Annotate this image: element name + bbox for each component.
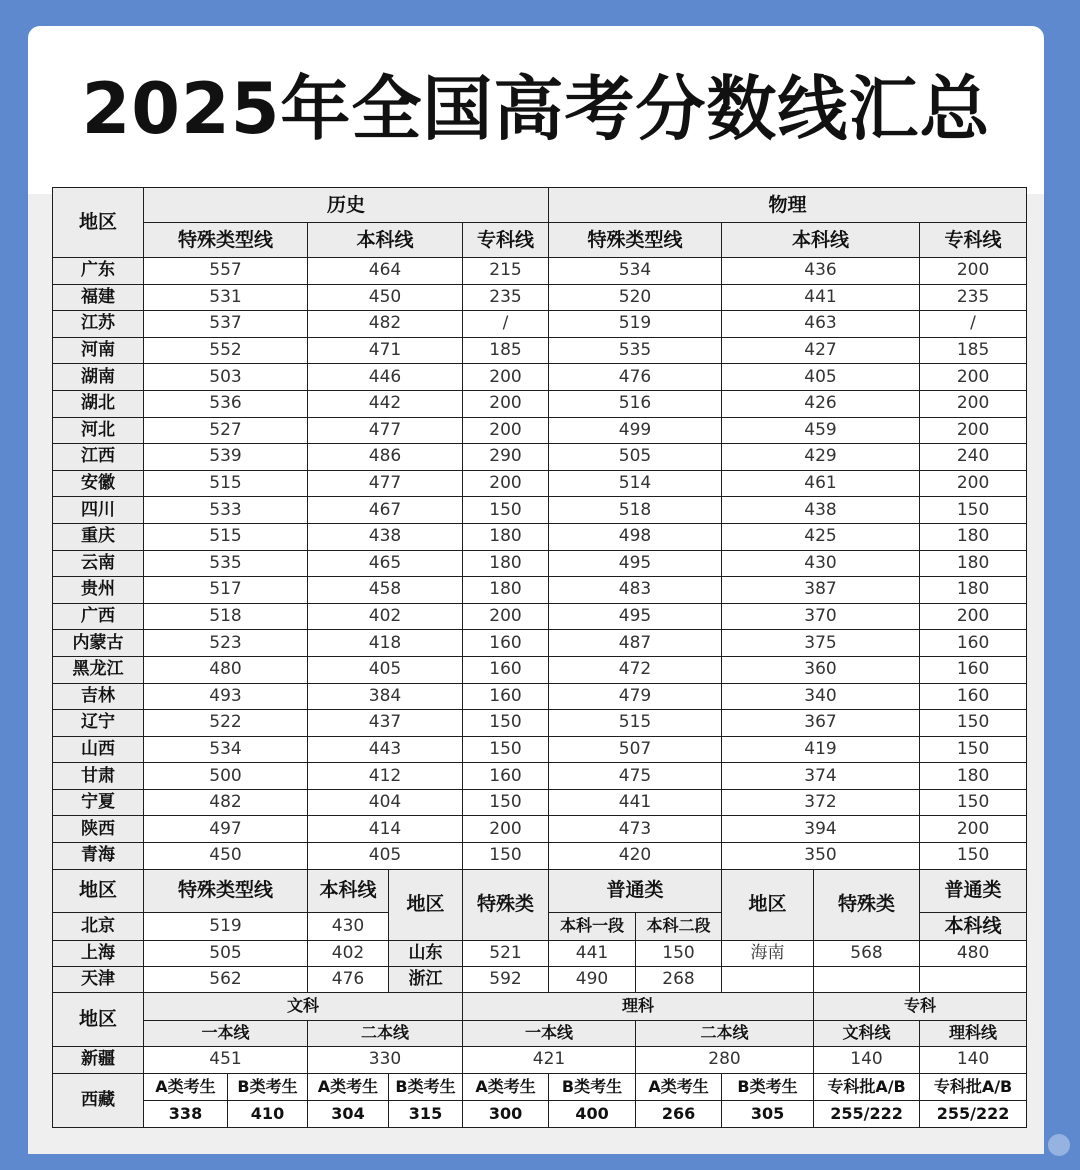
value-cell: 446 xyxy=(308,364,463,391)
region-row xyxy=(53,497,1027,524)
value-cell: 451 xyxy=(144,1046,308,1073)
value-cell: 464 xyxy=(308,258,463,285)
region-cell: 陕西 xyxy=(53,816,144,843)
region-row xyxy=(53,258,1027,285)
s3-header-row xyxy=(53,992,1027,1020)
value-cell: 180 xyxy=(920,523,1027,550)
region-cell: 天津 xyxy=(53,966,144,992)
value-cell: 465 xyxy=(308,550,463,577)
region-row xyxy=(53,789,1027,816)
value-cell: 180 xyxy=(463,523,549,550)
value-cell: 414 xyxy=(308,816,463,843)
value-cell: 200 xyxy=(463,603,549,630)
tibet-value-cell: 255/222 xyxy=(814,1100,920,1127)
value-cell: 516 xyxy=(549,390,722,417)
value-cell: 394 xyxy=(722,816,920,843)
science-header: 理科 xyxy=(463,992,814,1020)
region-cell: 北京 xyxy=(53,912,144,940)
region-cell: 云南 xyxy=(53,550,144,577)
s2-ordinary-header: 普通类 xyxy=(549,869,722,912)
value-cell: 235 xyxy=(463,284,549,311)
tibet-value-cell: 410 xyxy=(228,1100,308,1127)
value-cell: 479 xyxy=(549,683,722,710)
region-row xyxy=(53,763,1027,790)
region-row xyxy=(53,710,1027,737)
value-cell: 515 xyxy=(144,470,308,497)
value-cell: 482 xyxy=(308,311,463,338)
value-cell: 523 xyxy=(144,630,308,657)
value-cell: / xyxy=(920,311,1027,338)
value-cell: 280 xyxy=(636,1046,814,1073)
s1-rows xyxy=(53,258,1027,870)
value-cell: 490 xyxy=(549,966,636,992)
s2-section xyxy=(53,869,1027,992)
value-cell: 450 xyxy=(308,284,463,311)
region-cell: 浙江 xyxy=(389,966,463,992)
value-cell: 375 xyxy=(722,630,920,657)
liberal-arts-header: 文科 xyxy=(144,992,463,1020)
value-cell: 535 xyxy=(549,337,722,364)
value-cell: 476 xyxy=(549,364,722,391)
tibet-value-cell: 315 xyxy=(389,1100,463,1127)
region-cell: 福建 xyxy=(53,284,144,311)
s3-subheader-row xyxy=(53,1020,1027,1046)
region-cell: 江苏 xyxy=(53,311,144,338)
region-cell: 湖北 xyxy=(53,390,144,417)
value-cell: 476 xyxy=(308,966,389,992)
s3-tibet-values-row xyxy=(53,1100,1027,1127)
value-cell: 372 xyxy=(722,789,920,816)
region-row xyxy=(53,417,1027,444)
value-cell: 473 xyxy=(549,816,722,843)
score-table-body xyxy=(53,188,1027,258)
value-cell: 534 xyxy=(144,736,308,763)
region-cell: 海南 xyxy=(722,940,814,966)
science-line-header: 理科线 xyxy=(920,1020,1027,1046)
value-cell: 499 xyxy=(549,417,722,444)
region-cell: 上海 xyxy=(53,940,144,966)
physics-special-line-header: 特殊类型线 xyxy=(549,223,722,258)
value-cell: 536 xyxy=(144,390,308,417)
region-row xyxy=(53,630,1027,657)
value-cell: 160 xyxy=(463,656,549,683)
region-cell: 广东 xyxy=(53,258,144,285)
value-cell: 150 xyxy=(920,497,1027,524)
value-cell: 404 xyxy=(308,789,463,816)
value-cell: 463 xyxy=(722,311,920,338)
value-cell: 522 xyxy=(144,710,308,737)
empty-cell xyxy=(722,966,814,992)
value-cell: 405 xyxy=(308,656,463,683)
value-cell: 500 xyxy=(144,763,308,790)
value-cell: 200 xyxy=(920,390,1027,417)
history-college-line-header: 专科线 xyxy=(463,223,549,258)
s1-header-row xyxy=(53,188,1027,223)
value-cell: 340 xyxy=(722,683,920,710)
s1-subheader-row xyxy=(53,223,1027,258)
value-cell: 150 xyxy=(463,497,549,524)
region-cell: 吉林 xyxy=(53,683,144,710)
value-cell: 420 xyxy=(549,843,722,870)
value-cell: 240 xyxy=(920,444,1027,471)
value-cell: 442 xyxy=(308,390,463,417)
region-cell: 安徽 xyxy=(53,470,144,497)
value-cell: 515 xyxy=(144,523,308,550)
value-cell: 419 xyxy=(722,736,920,763)
value-cell: 426 xyxy=(722,390,920,417)
region-cell: 重庆 xyxy=(53,523,144,550)
arts-line-header: 文科线 xyxy=(814,1020,920,1046)
region-cell: 辽宁 xyxy=(53,710,144,737)
value-cell: 200 xyxy=(463,816,549,843)
s2-ordinary-header-2: 普通类 xyxy=(920,869,1027,912)
region-cell: 河北 xyxy=(53,417,144,444)
value-cell: 458 xyxy=(308,577,463,604)
value-cell: 425 xyxy=(722,523,920,550)
region-row xyxy=(53,843,1027,870)
s2-special-header: 特殊类 xyxy=(463,869,549,940)
region-cell: 宁夏 xyxy=(53,789,144,816)
region-cell: 广西 xyxy=(53,603,144,630)
value-cell: 503 xyxy=(144,364,308,391)
s2-tier1-header: 本科一段 xyxy=(549,912,636,940)
s3-xinjiang-row xyxy=(53,1046,1027,1073)
region-row xyxy=(53,470,1027,497)
tibet-category-header: A类考生 xyxy=(636,1073,722,1100)
value-cell: 498 xyxy=(549,523,722,550)
region-cell: 青海 xyxy=(53,843,144,870)
value-cell: 180 xyxy=(920,763,1027,790)
value-cell: 235 xyxy=(920,284,1027,311)
value-cell: 493 xyxy=(144,683,308,710)
region-cell: 山东 xyxy=(389,940,463,966)
value-cell: 180 xyxy=(463,577,549,604)
value-cell: 185 xyxy=(920,337,1027,364)
value-cell: 436 xyxy=(722,258,920,285)
value-cell: 418 xyxy=(308,630,463,657)
value-cell: 405 xyxy=(308,843,463,870)
value-cell: 521 xyxy=(463,940,549,966)
value-cell: 370 xyxy=(722,603,920,630)
value-cell: 140 xyxy=(920,1046,1027,1073)
region-row xyxy=(53,577,1027,604)
value-cell: 429 xyxy=(722,444,920,471)
value-cell: 384 xyxy=(308,683,463,710)
region-row xyxy=(53,311,1027,338)
value-cell: 514 xyxy=(549,470,722,497)
value-cell: 430 xyxy=(308,912,389,940)
value-cell: 200 xyxy=(920,470,1027,497)
tibet-value-cell: 400 xyxy=(549,1100,636,1127)
value-cell: 475 xyxy=(549,763,722,790)
region-row xyxy=(53,550,1027,577)
tibet-category-header: A类考生 xyxy=(144,1073,228,1100)
value-cell: 531 xyxy=(144,284,308,311)
tibet-value-cell: 305 xyxy=(722,1100,814,1127)
science-second-line-header: 二本线 xyxy=(636,1020,814,1046)
region-row xyxy=(53,736,1027,763)
value-cell: 535 xyxy=(144,550,308,577)
empty-cell xyxy=(814,966,920,992)
arts-first-line-header: 一本线 xyxy=(144,1020,308,1046)
s3-section xyxy=(53,992,1027,1127)
value-cell: 519 xyxy=(144,912,308,940)
tibet-value-cell: 266 xyxy=(636,1100,722,1127)
value-cell: 443 xyxy=(308,736,463,763)
region-cell: 湖南 xyxy=(53,364,144,391)
value-cell: 517 xyxy=(144,577,308,604)
s1-region-header: 地区 xyxy=(53,188,144,258)
value-cell: 487 xyxy=(549,630,722,657)
value-cell: 477 xyxy=(308,417,463,444)
region-row xyxy=(53,337,1027,364)
watermark-badge xyxy=(1048,1134,1070,1156)
value-cell: 520 xyxy=(549,284,722,311)
value-cell: 268 xyxy=(636,966,722,992)
region-row xyxy=(53,603,1027,630)
tibet-value-cell: 304 xyxy=(308,1100,389,1127)
value-cell: 461 xyxy=(722,470,920,497)
value-cell: 438 xyxy=(722,497,920,524)
value-cell: 180 xyxy=(920,550,1027,577)
value-cell: 160 xyxy=(463,763,549,790)
s2-header-row xyxy=(53,869,1027,912)
region-cell: 黑龙江 xyxy=(53,656,144,683)
value-cell: 441 xyxy=(549,940,636,966)
value-cell: 533 xyxy=(144,497,308,524)
region-cell: 新疆 xyxy=(53,1046,144,1073)
value-cell: 185 xyxy=(463,337,549,364)
region-cell: 江西 xyxy=(53,444,144,471)
region-row xyxy=(53,444,1027,471)
region-cell: 山西 xyxy=(53,736,144,763)
tibet-category-header: A类考生 xyxy=(463,1073,549,1100)
value-cell: 505 xyxy=(144,940,308,966)
tibet-category-header: B类考生 xyxy=(722,1073,814,1100)
value-cell: 441 xyxy=(722,284,920,311)
value-cell: 200 xyxy=(463,364,549,391)
physics-undergrad-line-header: 本科线 xyxy=(722,223,920,258)
score-table xyxy=(52,187,1027,1128)
value-cell: 497 xyxy=(144,816,308,843)
s2-region-header-3: 地区 xyxy=(722,869,814,940)
value-cell: 552 xyxy=(144,337,308,364)
value-cell: 200 xyxy=(463,390,549,417)
value-cell: 374 xyxy=(722,763,920,790)
region-row xyxy=(53,656,1027,683)
value-cell: 160 xyxy=(920,656,1027,683)
value-cell: 482 xyxy=(144,789,308,816)
value-cell: 367 xyxy=(722,710,920,737)
tibet-category-header: A类考生 xyxy=(308,1073,389,1100)
value-cell: 160 xyxy=(463,630,549,657)
value-cell: 200 xyxy=(920,417,1027,444)
value-cell: 412 xyxy=(308,763,463,790)
value-cell: 518 xyxy=(549,497,722,524)
value-cell: 160 xyxy=(920,630,1027,657)
value-cell: 402 xyxy=(308,940,389,966)
value-cell: 438 xyxy=(308,523,463,550)
tibet-value-cell: 255/222 xyxy=(920,1100,1027,1127)
value-cell: 480 xyxy=(920,940,1027,966)
value-cell: 527 xyxy=(144,417,308,444)
tibet-value-cell: 338 xyxy=(144,1100,228,1127)
s3-region-header: 地区 xyxy=(53,992,144,1046)
value-cell: 495 xyxy=(549,550,722,577)
region-cell: 甘肃 xyxy=(53,763,144,790)
value-cell: 150 xyxy=(636,940,722,966)
region-cell: 四川 xyxy=(53,497,144,524)
s2-special-line-header: 特殊类型线 xyxy=(144,869,308,912)
value-cell: 562 xyxy=(144,966,308,992)
s3-tibet-header-row xyxy=(53,1073,1027,1100)
s2-tianjin-row xyxy=(53,966,1027,992)
value-cell: 472 xyxy=(549,656,722,683)
value-cell: 557 xyxy=(144,258,308,285)
value-cell: 519 xyxy=(549,311,722,338)
arts-second-line-header: 二本线 xyxy=(308,1020,463,1046)
region-row xyxy=(53,284,1027,311)
region-row xyxy=(53,683,1027,710)
value-cell: 150 xyxy=(463,710,549,737)
page-title: 2025年全国高考分数线汇总 xyxy=(81,68,991,150)
value-cell: 486 xyxy=(308,444,463,471)
value-cell: 459 xyxy=(722,417,920,444)
value-cell: 537 xyxy=(144,311,308,338)
tibet-value-cell: 300 xyxy=(463,1100,549,1127)
value-cell: 150 xyxy=(920,710,1027,737)
tibet-category-header: B类考生 xyxy=(389,1073,463,1100)
value-cell: 507 xyxy=(549,736,722,763)
value-cell: 180 xyxy=(920,577,1027,604)
value-cell: 515 xyxy=(549,710,722,737)
value-cell: 437 xyxy=(308,710,463,737)
value-cell: 180 xyxy=(463,550,549,577)
s2-shanghai-row xyxy=(53,940,1027,966)
value-cell: 200 xyxy=(920,603,1027,630)
region-row xyxy=(53,364,1027,391)
s2-undergrad-line-header: 本科线 xyxy=(308,869,389,912)
value-cell: 387 xyxy=(722,577,920,604)
region-cell: 西藏 xyxy=(53,1073,144,1127)
value-cell: 200 xyxy=(920,364,1027,391)
empty-cell xyxy=(920,966,1027,992)
value-cell: 200 xyxy=(463,470,549,497)
tibet-category-header: B类考生 xyxy=(549,1073,636,1100)
value-cell: 477 xyxy=(308,470,463,497)
value-cell: 150 xyxy=(463,789,549,816)
value-cell: 200 xyxy=(920,258,1027,285)
value-cell: 360 xyxy=(722,656,920,683)
value-cell: 505 xyxy=(549,444,722,471)
s2-ordinary-undergrad-header: 本科线 xyxy=(920,912,1027,940)
value-cell: 483 xyxy=(549,577,722,604)
history-header: 历史 xyxy=(144,188,549,223)
value-cell: 467 xyxy=(308,497,463,524)
physics-college-line-header: 专科线 xyxy=(920,223,1027,258)
region-cell: 贵州 xyxy=(53,577,144,604)
value-cell: 592 xyxy=(463,966,549,992)
value-cell: 518 xyxy=(144,603,308,630)
college-header: 专科 xyxy=(814,992,1027,1020)
value-cell: 568 xyxy=(814,940,920,966)
value-cell: 150 xyxy=(920,843,1027,870)
value-cell: 140 xyxy=(814,1046,920,1073)
value-cell: 402 xyxy=(308,603,463,630)
s2-region-header-2: 地区 xyxy=(389,869,463,940)
science-first-line-header: 一本线 xyxy=(463,1020,636,1046)
value-cell: 290 xyxy=(463,444,549,471)
value-cell: 534 xyxy=(549,258,722,285)
value-cell: 150 xyxy=(463,843,549,870)
value-cell: 480 xyxy=(144,656,308,683)
region-row xyxy=(53,390,1027,417)
value-cell: 150 xyxy=(463,736,549,763)
value-cell: 200 xyxy=(920,816,1027,843)
value-cell: / xyxy=(463,311,549,338)
value-cell: 450 xyxy=(144,843,308,870)
physics-header: 物理 xyxy=(549,188,1027,223)
tibet-category-header: 专科批A/B xyxy=(920,1073,1027,1100)
value-cell: 215 xyxy=(463,258,549,285)
region-row xyxy=(53,816,1027,843)
value-cell: 471 xyxy=(308,337,463,364)
history-special-line-header: 特殊类型线 xyxy=(144,223,308,258)
value-cell: 150 xyxy=(920,736,1027,763)
region-row xyxy=(53,523,1027,550)
value-cell: 495 xyxy=(549,603,722,630)
value-cell: 405 xyxy=(722,364,920,391)
tibet-category-header: 专科批A/B xyxy=(814,1073,920,1100)
value-cell: 430 xyxy=(722,550,920,577)
value-cell: 160 xyxy=(920,683,1027,710)
s2-special-header-2: 特殊类 xyxy=(814,869,920,940)
value-cell: 539 xyxy=(144,444,308,471)
history-undergrad-line-header: 本科线 xyxy=(308,223,463,258)
s2-region-header: 地区 xyxy=(53,869,144,912)
value-cell: 421 xyxy=(463,1046,636,1073)
value-cell: 150 xyxy=(920,789,1027,816)
region-cell: 河南 xyxy=(53,337,144,364)
value-cell: 200 xyxy=(463,417,549,444)
value-cell: 330 xyxy=(308,1046,463,1073)
s2-tier2-header: 本科二段 xyxy=(636,912,722,940)
value-cell: 350 xyxy=(722,843,920,870)
value-cell: 427 xyxy=(722,337,920,364)
tibet-category-header: B类考生 xyxy=(228,1073,308,1100)
value-cell: 160 xyxy=(463,683,549,710)
region-cell: 内蒙古 xyxy=(53,630,144,657)
value-cell: 441 xyxy=(549,789,722,816)
